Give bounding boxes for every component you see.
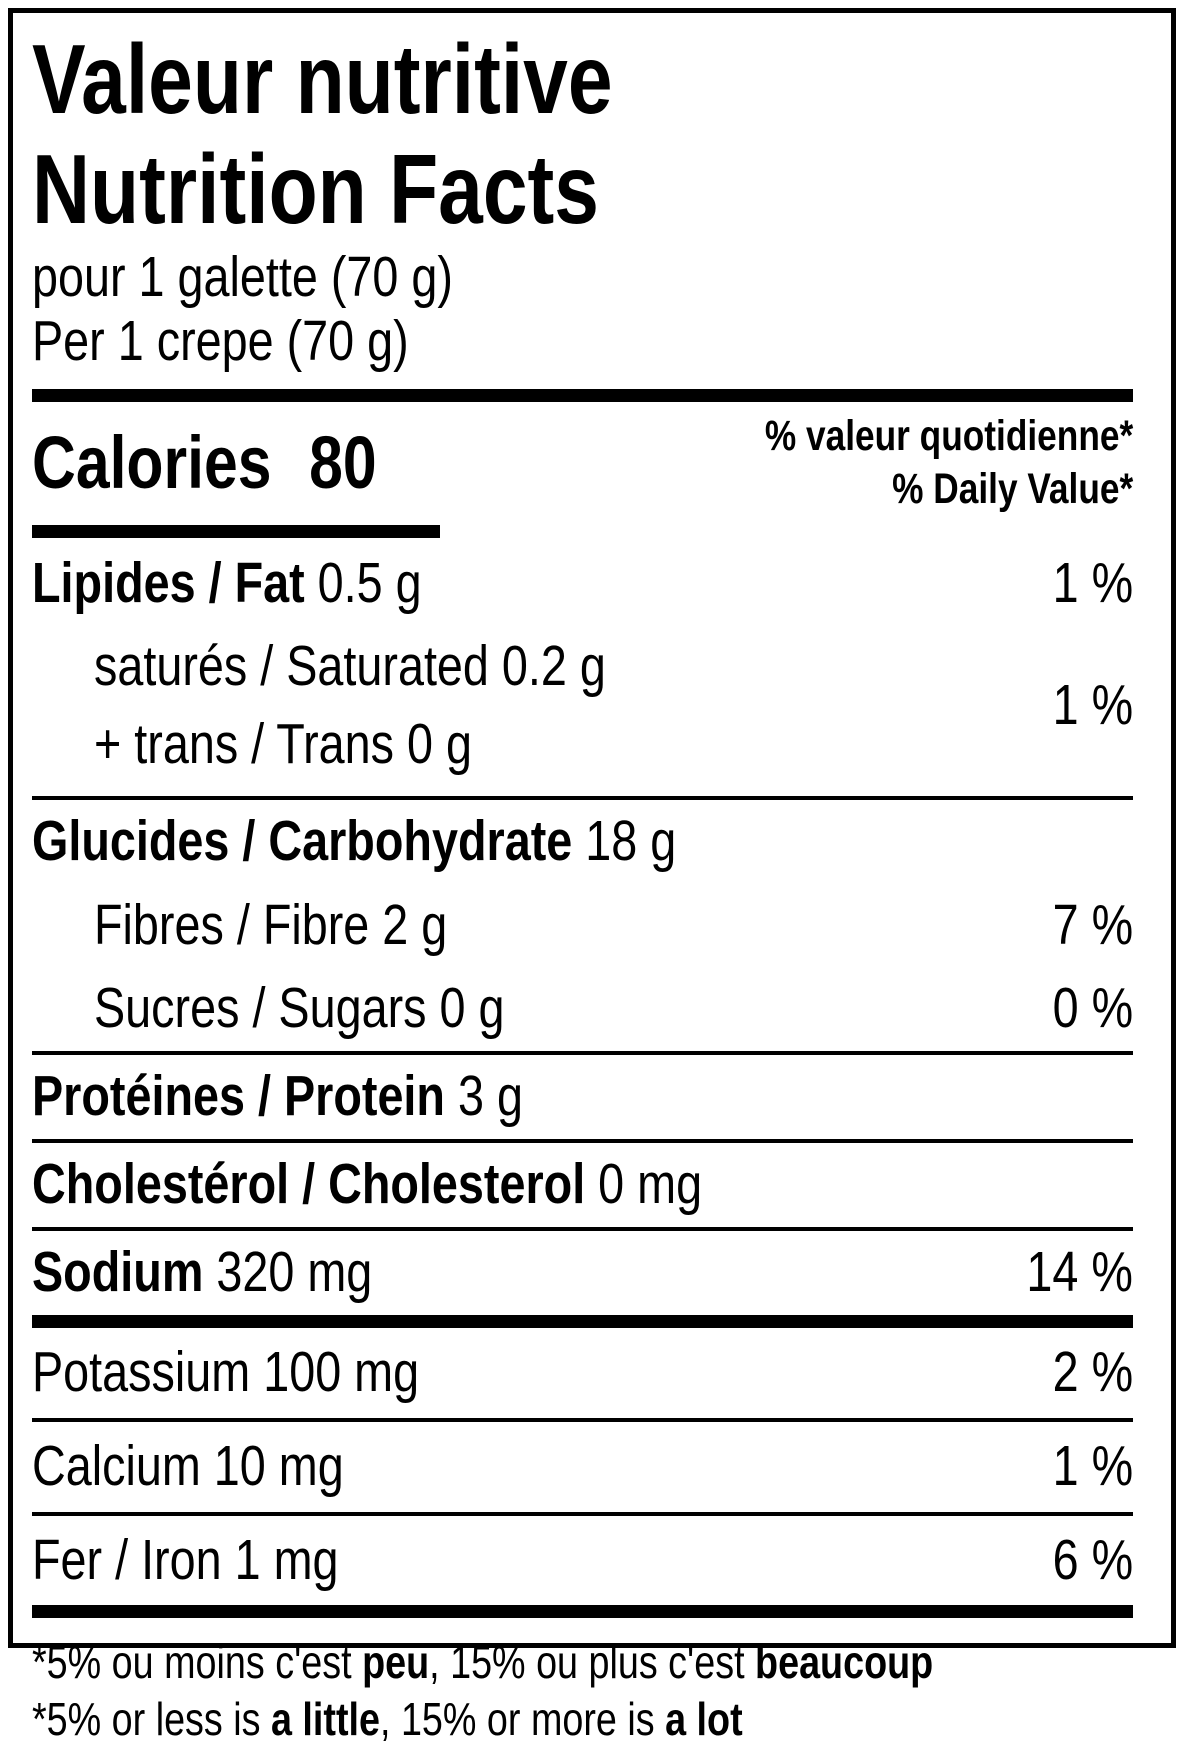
trans-name: + trans / Trans	[94, 711, 395, 776]
row-protein	[32, 1055, 1133, 1139]
sugars-amount: 0 g	[439, 976, 505, 1041]
fibre-name: Fibres / Fibre	[94, 892, 370, 957]
daily-value-header-en: % Daily Value*	[891, 464, 1133, 513]
carbohydrate-text	[32, 808, 677, 873]
footnote	[32, 1634, 1133, 1748]
saturated-trans-daily-value: 1 %	[1052, 672, 1133, 737]
fibre-text	[94, 892, 448, 957]
row-fibre	[32, 884, 1133, 968]
potassium-amount: 100 mg	[263, 1339, 420, 1404]
footnote-en-part1: *5% or less is	[32, 1693, 271, 1746]
daily-value-header	[684, 410, 1133, 515]
divider-thick-header	[32, 389, 1133, 402]
saturated-name: saturés / Saturated	[94, 634, 489, 699]
calories-label: Calories	[32, 421, 272, 505]
footnote-fr	[32, 1634, 935, 1691]
saturated-amount: 0.2 g	[501, 634, 606, 699]
sodium-amount: 320 mg	[216, 1239, 373, 1304]
potassium-text	[32, 1339, 420, 1404]
calories-line	[32, 420, 377, 505]
carbohydrate-amount: 18 g	[585, 808, 677, 873]
divider-thick-after-sodium	[32, 1315, 1133, 1328]
carbohydrate-name: Glucides / Carbohydrate	[32, 808, 573, 873]
sugars-name: Sucres / Sugars	[94, 976, 427, 1041]
label-title-fr: Valeur nutritive	[32, 24, 613, 134]
fat-text	[32, 551, 422, 616]
divider-thick-footer	[32, 1605, 1133, 1618]
footnote-fr-part1: *5% ou moins c'est	[32, 1636, 363, 1689]
cholesterol-amount: 0 mg	[598, 1152, 703, 1217]
footnote-en-bold1: a little	[270, 1693, 380, 1746]
fat-amount: 0.5 g	[317, 551, 422, 616]
fibre-daily-value: 7 %	[1052, 892, 1133, 957]
row-iron	[32, 1516, 1133, 1606]
fibre-amount: 2 g	[382, 892, 448, 957]
iron-text	[32, 1527, 339, 1592]
sodium-daily-value: 14 %	[1026, 1239, 1133, 1304]
calories-section	[32, 410, 1133, 515]
sugars-daily-value: 0 %	[1052, 976, 1133, 1041]
cholesterol-name: Cholestérol / Cholesterol	[32, 1152, 586, 1217]
footnote-fr-bold1: peu	[362, 1636, 430, 1689]
saturated-text	[94, 628, 606, 706]
calcium-daily-value: 1 %	[1052, 1433, 1133, 1498]
row-saturated-trans	[32, 626, 1133, 796]
calcium-name: Calcium	[32, 1433, 201, 1498]
potassium-name: Potassium	[32, 1339, 251, 1404]
footnote-fr-bold2: beaucoup	[755, 1636, 934, 1689]
potassium-daily-value: 2 %	[1052, 1339, 1133, 1404]
protein-text	[32, 1064, 523, 1129]
row-calcium	[32, 1422, 1133, 1512]
calcium-amount: 10 mg	[213, 1433, 344, 1498]
nutrition-facts-label	[8, 8, 1176, 1746]
calcium-text	[32, 1433, 344, 1498]
row-sodium	[32, 1231, 1133, 1315]
row-carbohydrate	[32, 800, 1133, 884]
protein-amount: 3 g	[457, 1064, 523, 1129]
footnote-fr-part2: , 15% ou plus c'est	[429, 1636, 756, 1689]
iron-daily-value: 6 %	[1052, 1527, 1133, 1592]
footnote-en-part2: , 15% or more is	[379, 1693, 666, 1746]
row-cholesterol	[32, 1143, 1133, 1227]
fat-daily-value: 1 %	[1052, 551, 1133, 616]
cholesterol-text	[32, 1152, 703, 1217]
row-potassium	[32, 1328, 1133, 1418]
trans-text	[94, 706, 606, 784]
fat-name: Lipides / Fat	[32, 551, 305, 616]
footnote-en-bold2: a lot	[665, 1693, 743, 1746]
serving-size-en: Per 1 crepe (70 g)	[32, 308, 409, 373]
protein-name: Protéines / Protein	[32, 1064, 445, 1129]
footnote-en	[32, 1691, 935, 1748]
calories-value: 80	[309, 421, 377, 505]
iron-name: Fer / Iron	[32, 1527, 222, 1592]
sodium-text	[32, 1239, 373, 1304]
saturated-trans-lines	[32, 628, 718, 784]
iron-amount: 1 mg	[234, 1527, 339, 1592]
row-sugars	[32, 967, 1133, 1051]
trans-amount: 0 g	[407, 711, 473, 776]
label-title-en: Nutrition Facts	[32, 133, 600, 244]
calories-underline-bar	[32, 525, 440, 538]
daily-value-header-fr: % valeur quotidienne*	[764, 412, 1133, 461]
sugars-text	[94, 976, 505, 1041]
serving-size-fr: pour 1 galette (70 g)	[32, 244, 453, 309]
row-fat	[32, 542, 1133, 626]
sodium-name: Sodium	[32, 1239, 204, 1304]
